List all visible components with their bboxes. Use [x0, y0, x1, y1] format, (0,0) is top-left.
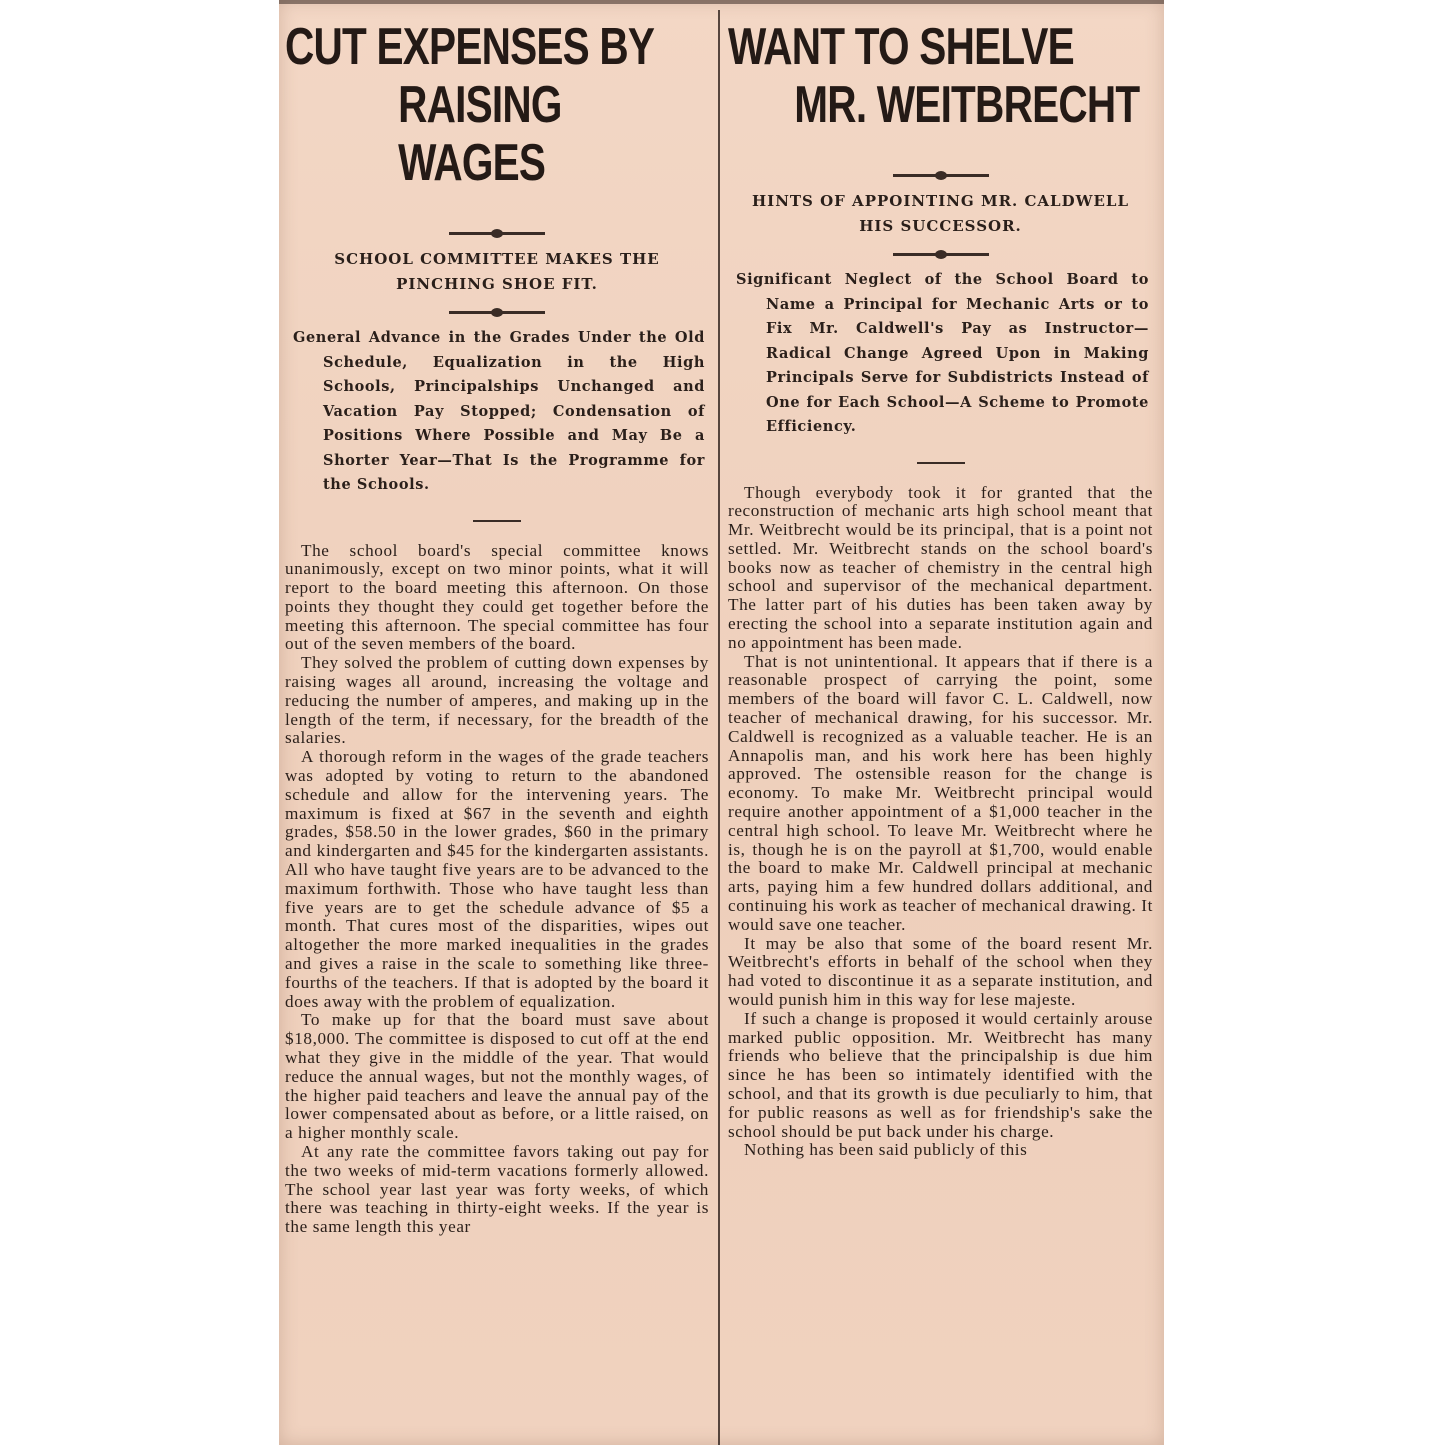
left-paragraph: A thorough reform in the wages of the grade teachers was adopted by voting to return to the abandoned schedule and allow for the intervening years. The maximum is fixed at $67 in the seventh and eighth grades, $58.50 in the lower grades, $60 in the primary and kindergarten and $45 for the kindergarten assistants. All who have taught five years are to be advanced to the maximum forthwith. Those who have taught less than five years are to get the schedule advance of $5 a month. That cures most of the disparities, wipes out altogether the more marked inequalities in the grades and gives a raise in the scale to something like three-fourths of the teachers. If that is adopted by the board it does away with the problem of equalization. [285, 747, 709, 1011]
right-body [728, 484, 1153, 1161]
left-headline [285, 18, 708, 192]
left-ornament-rule-2 [449, 311, 545, 314]
right-ornament-rule-2 [893, 253, 989, 256]
newspaper-clipping [279, 0, 1164, 1445]
left-short-rule [473, 520, 521, 522]
left-article [285, 0, 709, 1445]
left-body [285, 542, 709, 1237]
right-paragraph: That is not unintentional. It appears that if there is a reasonable prospect of carrying the point, some members of the board will favor C. L. Caldwell, now teacher of mechanical drawing, for his successor. Mr. Caldwell is recognized as a valuable teacher. He is an Annapolis man, and his work here has been highly approved. The ostensible reason for the change is economy. To make Mr. Weitbrecht principal would require another appointment of a $1,000 teacher in the central high school. To leave Mr. Weitbrecht where he is, though he is on the payroll at $1,700, would enable the board to make Mr. Caldwell principal at mechanic arts, paying him a few hundred dollars additional, and continuing his work as teacher of mechanical drawing. It would save one teacher. [728, 651, 1153, 934]
right-paragraph: Nothing has been said publicly of this [744, 1140, 1028, 1160]
right-article [728, 0, 1153, 1445]
right-paragraph: If such a change is proposed it would certainly arouse marked public opposition. Mr. Weitbrecht has many friends who believe that the principalship is due him since he has been so intimately identified with the school, and that its growth is due peculiarly to him, that for public reasons as well as for friendship's sake the school should be put back under his charge. [728, 1008, 1153, 1141]
right-headline [728, 18, 1152, 134]
left-paragraph: The school board's special committee knows unanimously, except on two minor points, what it will report to the board meeting this afternoon. On those points they thought they could get together before the meeting this afternoon. The special committee has four out of the seven members of the board. [285, 540, 709, 654]
column-divider [718, 10, 720, 1445]
left-headline-line2: RAISING WAGES [398, 76, 562, 192]
right-paragraph: It may be also that some of the board resent Mr. Weitbrecht's efforts in behalf of the school when they had voted to discontinue it as a separate institution, and would punish him in this way for lese majeste. [728, 933, 1153, 1010]
left-summary: General Advance in the Grades Under the Old Schedule, Equalization in the High Schools, Principalships Unchanged and Vacation Pay Stopped; Condensation of Positions Where Possible and May Be a Shorter Year—That Is the Programme for the Schools. [293, 329, 705, 493]
left-deck: SCHOOL COMMITTEE MAKES THE PINCHING SHOE FIT. [334, 250, 660, 293]
right-paragraph: Though everybody took it for granted that the reconstruction of mechanic arts high school meant that Mr. Weitbrecht would be its principal, that is a point not settled. Mr. Weitbrecht stands on the school board's books now as teacher of chemistry in the central high school and supervisor of the mechanical department. The latter part of his duties has been taken away by erecting the school into a separate institution again and no appointment has been made. [728, 482, 1153, 652]
left-paragraph: They solved the problem of cutting down expenses by raising wages all around, increasing the voltage and reducing the number of amperes, and making up in the length of the term, if necessary, for the breadth of the salaries. [285, 653, 709, 748]
right-headline-line2: MR. WEITBRECHT [794, 76, 1140, 134]
right-headline-line1: WANT TO SHELVE [728, 18, 1074, 76]
left-paragraph: At any rate the committee favors taking out pay for the two weeks of mid-term vacations formerly allowed. The school year last year was forty weeks, of which there was teaching in thirty-eight weeks. If the year is the same length this year [285, 1142, 709, 1237]
right-deck: HINTS OF APPOINTING MR. CALDWELL HIS SUCCESSOR. [752, 192, 1129, 235]
right-ornament-rule [893, 174, 989, 177]
right-summary: Significant Neglect of the School Board to Name a Principal for Mechanic Arts or to Fix Mr. Caldwell's Pay as Instructor—Radical Change Agreed Upon in Making Principals Serve for Subdistricts Instead of One for Each School—A Scheme to Promote Efficiency. [736, 271, 1149, 435]
left-headline-line1: CUT EXPENSES BY [285, 18, 655, 76]
left-ornament-rule [449, 232, 545, 235]
left-paragraph: To make up for that the board must save about $18,000. The committee is disposed to cut off at the end what they give in the middle of the year. That would reduce the annual wages, but not the monthly wages, of the higher paid teachers and leave the annual pay of the lower compensated about as before, or a little raised, on a higher monthly scale. [285, 1010, 709, 1143]
right-short-rule [917, 462, 965, 464]
